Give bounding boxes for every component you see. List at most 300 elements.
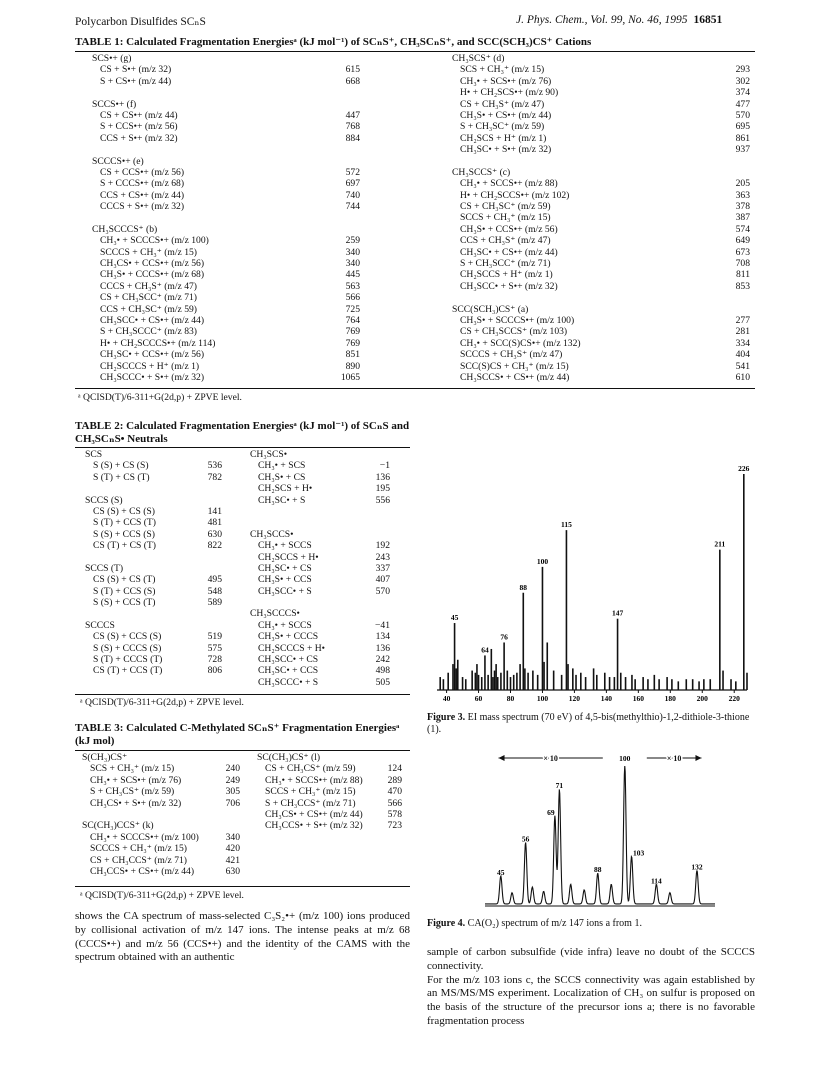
- ion-heading: SCCS (S): [85, 494, 123, 506]
- fragment-channel: CS (S) + CCS (S): [93, 631, 162, 643]
- running-head-left: Polycarbon Disulfides SCₙS: [75, 16, 206, 28]
- fragment-channel: CH₂SCCCS + H⁺ (m/z 1): [100, 360, 200, 372]
- table-row: [452, 361, 752, 372]
- energy-value: 536: [207, 460, 222, 472]
- table-row: [452, 304, 752, 315]
- table-row: [452, 269, 752, 280]
- ion-heading: CH₃SCCS⁺ (c): [452, 166, 511, 178]
- table-row: [82, 855, 242, 866]
- energy-value: 822: [207, 540, 222, 552]
- energy-value: 740: [345, 189, 360, 201]
- fragment-channel: CH₃S• + CS•+ (m/z 44): [460, 109, 552, 121]
- table-row: [452, 64, 752, 75]
- ion-heading: SCS: [85, 449, 103, 460]
- table-row: [250, 654, 395, 665]
- ion-heading: S(CH₃)CS⁺: [82, 752, 128, 763]
- energy-value: 363: [735, 189, 750, 201]
- table-row: [452, 258, 752, 269]
- table-row: [250, 586, 395, 597]
- fragment-channel: CH₃SC• + S: [258, 494, 306, 506]
- energy-value: 548: [207, 585, 222, 597]
- table3-caption: TABLE 3: Calculated C-Methylated SCₙS⁺ Fragmentation Energiesᵃ (kJ mol): [75, 722, 400, 747]
- energy-value: 420: [225, 843, 240, 855]
- table-row: [92, 87, 392, 98]
- table-row: [452, 292, 752, 303]
- peak-label: 71: [555, 781, 564, 791]
- arrow-head-right: [695, 755, 701, 761]
- energy-value: 811: [735, 269, 750, 281]
- energy-value: 243: [375, 551, 390, 563]
- energy-value: 421: [225, 854, 240, 866]
- fragment-channel: SCCCS + CH₃⁺ (m/z 15): [90, 843, 187, 855]
- table-row: [250, 495, 395, 506]
- energy-value: 259: [345, 235, 360, 247]
- figure4-caption: [427, 918, 757, 930]
- fragment-channel: CH₃S• + CCS•+ (m/z 56): [460, 223, 558, 235]
- table-row: [92, 372, 392, 383]
- energy-value: 725: [345, 303, 360, 315]
- table-row: [452, 121, 752, 132]
- table-row: [452, 190, 752, 201]
- ca-spectrum-trace: [485, 766, 715, 904]
- ion-heading: SCC(SCH₃)CS⁺ (a): [452, 303, 529, 315]
- energy-value: 1065: [340, 371, 360, 383]
- energy-value: 630: [225, 865, 240, 877]
- fragment-channel: CH₃• + SCCCS•+ (m/z 100): [100, 235, 209, 247]
- figure4-caption-label: Figure 4.: [427, 918, 466, 929]
- peak-label: 211: [714, 539, 726, 549]
- energy-value: 706: [225, 797, 240, 809]
- ion-heading: CH₃SCS•: [250, 449, 288, 460]
- table-row: [92, 190, 392, 201]
- energy-value: 302: [735, 75, 750, 87]
- ion-heading: CH₃SCCS•: [250, 528, 294, 540]
- table-row: [85, 586, 235, 597]
- fragment-channel: CCS + CS•+ (m/z 44): [100, 189, 185, 201]
- table-row: [92, 178, 392, 189]
- energy-value: 570: [375, 585, 390, 597]
- fragment-channel: S + CCS•+ (m/z 56): [100, 121, 178, 133]
- fragment-channel: CH₂SCCS + H⁺ (m/z 1): [460, 269, 553, 281]
- fragment-channel: CH₃S• + CCCS: [258, 631, 319, 643]
- table-row: [85, 654, 235, 665]
- table-row: [250, 540, 395, 551]
- fragment-channel: CH₃S• + CCS: [258, 574, 312, 586]
- table1-caption: TABLE 1: Calculated Fragmentation Energiesᵃ (kJ mol⁻¹) of SCₙS⁺, CH₃SCₙS⁺, and SCC(SCH₃)CS⁺ Cations: [75, 36, 592, 48]
- fragment-channel: CH₃• + SCCS•+ (m/z 88): [460, 178, 558, 190]
- energy-value: 505: [375, 676, 390, 688]
- fragment-channel: CH₃• + SCCS•+ (m/z 88): [265, 774, 363, 786]
- table-row: [452, 224, 752, 235]
- table-row: [92, 247, 392, 258]
- x-tick-label: 180: [664, 694, 676, 703]
- fragment-channel: CH₃• + SCCCS•+ (m/z 100): [90, 831, 199, 843]
- fragment-channel: CH₃S• + CCCS•+ (m/z 68): [100, 269, 205, 281]
- fragment-channel: S + CH₃CS⁺ (m/z 59): [90, 786, 175, 798]
- figure3-caption-text: EI mass spectrum (70 eV) of 4,5-bis(methylthio)-1,2-dithiole-3-thione (1).: [427, 712, 750, 735]
- table-row: [92, 53, 392, 64]
- table-row: [92, 64, 392, 75]
- table2-footnote: ᵃ QCISD(T)/6-311+G(2d,p) + ZPVE level.: [80, 697, 244, 708]
- table-row: [250, 631, 395, 642]
- energy-value: 337: [375, 562, 390, 574]
- energy-value: 470: [387, 786, 402, 798]
- fragment-channel: CS (T) + CS (T): [93, 540, 156, 552]
- table-row: [92, 269, 392, 280]
- fragment-channel: CH₃CS• + CCS•+ (m/z 56): [100, 258, 205, 270]
- fragment-channel: S + CS•+ (m/z 44): [100, 75, 172, 87]
- x-tick-label: 60: [474, 694, 483, 703]
- table-row: [82, 832, 242, 843]
- fragment-channel: CH₃• + SCCS: [258, 540, 312, 552]
- table-row: [92, 304, 392, 315]
- fragment-channel: CH₃CCS• + CS•+ (m/z 44): [90, 865, 195, 877]
- table-row: [452, 212, 752, 223]
- table-row: [257, 775, 407, 786]
- table-row: [250, 529, 395, 540]
- energy-value: 668: [345, 75, 360, 87]
- energy-value: 195: [375, 483, 390, 495]
- fragment-channel: CH₂SCS + H•: [258, 483, 313, 495]
- energy-value: 134: [375, 631, 390, 643]
- table3-footnote: ᵃ QCISD(T)/6-311+G(2d,p) + ZPVE level.: [80, 890, 244, 901]
- fragment-channel: CS + CS•+ (m/z 44): [100, 109, 178, 121]
- fragment-channel: CS (S) + CS (T): [93, 574, 156, 586]
- fragment-channel: CS + CCS•+ (m/z 56): [100, 166, 185, 178]
- table-row: [452, 372, 752, 383]
- energy-value: 495: [207, 574, 222, 586]
- table-row: [82, 763, 242, 774]
- table-row: [85, 449, 235, 460]
- table-row: [92, 121, 392, 132]
- energy-value: 541: [735, 360, 750, 372]
- journal-citation: J. Phys. Chem., Vol. 99, No. 46, 1995: [516, 14, 688, 26]
- energy-value: 563: [345, 280, 360, 292]
- table-row: [85, 529, 235, 540]
- energy-value: 249: [225, 774, 240, 786]
- table-row: [250, 665, 395, 676]
- table-row: [452, 99, 752, 110]
- energy-value: 695: [735, 121, 750, 133]
- energy-value: −1: [379, 460, 390, 472]
- ion-heading: SC(CH₃)CS⁺ (l): [257, 752, 321, 763]
- energy-value: 723: [387, 820, 402, 832]
- energy-value: 768: [345, 121, 360, 133]
- table-row: [250, 506, 395, 517]
- table-row: [85, 643, 235, 654]
- table-row: [452, 167, 752, 178]
- table1-footnote: ᵃ QCISD(T)/6-311+G(2d,p) + ZPVE level.: [78, 392, 242, 403]
- table-row: [452, 156, 752, 167]
- table-row: [92, 110, 392, 121]
- energy-value: 697: [345, 178, 360, 190]
- peak-label: 45: [497, 868, 505, 877]
- figure3-caption-label: Figure 3.: [427, 712, 466, 723]
- x-tick-label: 220: [728, 694, 740, 703]
- fragment-channel: CH₃SC• + S•+ (m/z 32): [460, 144, 552, 156]
- fragment-channel: S (S) + CCS (S): [93, 528, 155, 540]
- energy-value: 649: [735, 235, 750, 247]
- table-row: [92, 235, 392, 246]
- fragment-channel: S + CCCS•+ (m/z 68): [100, 178, 185, 190]
- fragment-channel: CH₃SCCS• + CS•+ (m/z 44): [460, 371, 570, 383]
- energy-value: 570: [735, 109, 750, 121]
- peak-label: 226: [738, 464, 750, 473]
- peak-label: 69: [547, 807, 555, 817]
- fragment-channel: CH₃• + SCS: [258, 460, 306, 472]
- energy-value: 387: [735, 212, 750, 224]
- table-row: [92, 156, 392, 167]
- fragment-channel: CH₂SCCCS + H•: [258, 642, 326, 654]
- table-row: [92, 212, 392, 223]
- table-row: [250, 597, 395, 608]
- table-row: [85, 483, 235, 494]
- table-row: [92, 224, 392, 235]
- table-row: [452, 326, 752, 337]
- fragment-channel: CH₃SC• + CCS•+ (m/z 56): [100, 349, 205, 361]
- energy-value: 574: [735, 223, 750, 235]
- energy-value: 340: [225, 831, 240, 843]
- energy-value: 782: [207, 471, 222, 483]
- table-row: [92, 201, 392, 212]
- fragment-channel: SCC(S)CS + CH₃⁺ (m/z 15): [460, 360, 569, 372]
- table-row: [85, 597, 235, 608]
- table-row: [92, 99, 392, 110]
- table-row: [250, 563, 395, 574]
- energy-value: 673: [735, 246, 750, 258]
- fragment-channel: CCS + CH₃S⁺ (m/z 47): [460, 235, 551, 247]
- fragment-channel: S (T) + CCCS (T): [93, 654, 163, 666]
- table3-left-column: [82, 752, 242, 877]
- energy-value: 572: [345, 166, 360, 178]
- fragment-channel: S (T) + CCS (T): [93, 517, 156, 529]
- table-row: [257, 809, 407, 820]
- energy-value: 124: [387, 763, 402, 775]
- fragment-channel: CH₃SCC• + CS•+ (m/z 44): [100, 314, 205, 326]
- table-row: [250, 483, 395, 494]
- energy-value: 340: [345, 246, 360, 258]
- fragment-channel: CH₃SC• + CCS: [258, 665, 319, 677]
- table-row: [85, 552, 235, 563]
- scale-label-right: × 10: [666, 754, 682, 763]
- energy-value: 566: [345, 292, 360, 304]
- table-row: [257, 752, 407, 763]
- energy-value: 890: [345, 360, 360, 372]
- fragment-channel: SCCCS + CH₃S⁺ (m/z 47): [460, 349, 563, 361]
- x-tick-label: 40: [442, 694, 451, 703]
- energy-value: 519: [207, 631, 222, 643]
- fragment-channel: CH₃• + SCS•+ (m/z 76): [460, 75, 552, 87]
- table-row: [92, 349, 392, 360]
- ion-heading: SCCS (T): [85, 562, 124, 574]
- fragment-channel: S (S) + CS (S): [93, 460, 149, 472]
- energy-value: 277: [735, 314, 750, 326]
- fragment-channel: CS (S) + CS (S): [93, 505, 155, 517]
- peak-label: 76: [500, 632, 508, 642]
- table2-left-column: [85, 449, 235, 677]
- table-row: [82, 775, 242, 786]
- table-row: [452, 144, 752, 155]
- fragment-channel: CH₃CCS• + S•+ (m/z 32): [265, 820, 363, 832]
- table-row: [257, 798, 407, 809]
- fragment-channel: CS + CH₃CCS⁺ (m/z 71): [90, 854, 187, 866]
- fragment-channel: H• + CH₂SCCS•+ (m/z 102): [460, 189, 570, 201]
- scale-label-left: × 10: [543, 754, 558, 763]
- energy-value: 136: [375, 642, 390, 654]
- fragment-channel: CCCS + CH₃S⁺ (m/z 47): [100, 280, 197, 292]
- energy-value: 293: [735, 64, 750, 76]
- table-row: [82, 866, 242, 877]
- fragment-channel: S + CH₃SCC⁺ (m/z 71): [460, 258, 551, 270]
- table-row: [452, 247, 752, 258]
- figure3-mass-spectrum: [425, 462, 755, 712]
- table-row: [452, 178, 752, 189]
- table-row: [257, 820, 407, 831]
- table-row: [82, 843, 242, 854]
- energy-value: 477: [735, 98, 750, 110]
- fragment-channel: CS + CH₃CS⁺ (m/z 59): [265, 763, 356, 775]
- energy-value: 498: [375, 665, 390, 677]
- fragment-channel: CS + CH₃SCCS⁺ (m/z 103): [460, 326, 568, 338]
- energy-value: 340: [345, 258, 360, 270]
- energy-value: 610: [735, 371, 750, 383]
- table-row: [250, 449, 395, 460]
- fragment-channel: CH₃CS• + S•+ (m/z 32): [90, 797, 182, 809]
- fragment-channel: CH₃• + SCC(S)CS•+ (m/z 132): [460, 337, 581, 349]
- fragment-channel: CH₂SCCS + H•: [258, 551, 319, 563]
- x-tick-label: 100: [536, 694, 549, 703]
- table-row: [250, 620, 395, 631]
- energy-value: 884: [345, 132, 360, 144]
- table3-bottom-rule: [75, 886, 410, 887]
- fragment-channel: CCCS + S•+ (m/z 32): [100, 201, 185, 213]
- ion-heading: CH₃SCCCS⁺ (b): [92, 223, 158, 235]
- table-row: [452, 281, 752, 292]
- table-row: [452, 76, 752, 87]
- table2-right-column: [250, 449, 395, 688]
- table-row: [452, 338, 752, 349]
- table-row: [85, 574, 235, 585]
- energy-value: 861: [735, 132, 750, 144]
- fragment-channel: CH₃S• + SCCCS•+ (m/z 100): [460, 314, 575, 326]
- energy-value: 728: [207, 654, 222, 666]
- energy-value: 566: [387, 797, 402, 809]
- fragment-channel: H• + CH₂SCCCS•+ (m/z 114): [100, 337, 216, 349]
- fragment-channel: S + CH₃SC⁺ (m/z 59): [460, 121, 545, 133]
- table1-top-rule: [75, 51, 755, 52]
- energy-value: 481: [207, 517, 222, 529]
- table-row: [92, 326, 392, 337]
- fragment-channel: CH₃SCC• + S•+ (m/z 32): [460, 280, 558, 292]
- x-tick-label: 160: [632, 694, 644, 703]
- fragment-channel: CS + CH₃S⁺ (m/z 47): [460, 98, 545, 110]
- energy-value: 305: [225, 786, 240, 798]
- peak-label: 45: [450, 613, 459, 623]
- energy-value: 407: [375, 574, 390, 586]
- energy-value: 630: [207, 528, 222, 540]
- fragment-channel: CS (T) + CCS (T): [93, 665, 163, 677]
- figure3-caption: [427, 712, 757, 736]
- fragment-channel: CCS + S•+ (m/z 32): [100, 132, 178, 144]
- table-row: [82, 786, 242, 797]
- table-row: [452, 87, 752, 98]
- x-tick-label: 200: [696, 694, 708, 703]
- fragment-channel: CH₃• + SCS•+ (m/z 76): [90, 774, 182, 786]
- peak-label: 100: [536, 556, 549, 566]
- fragment-channel: CS + CH₃SC⁺ (m/z 59): [460, 201, 551, 213]
- table1-bottom-rule: [75, 388, 755, 389]
- fragment-channel: SCS + CH₃⁺ (m/z 15): [460, 64, 545, 76]
- table-row: [452, 53, 752, 64]
- fragment-channel: S (T) + CS (T): [93, 471, 150, 483]
- energy-value: 192: [375, 540, 390, 552]
- energy-value: 764: [345, 314, 360, 326]
- table-row: [257, 763, 407, 774]
- energy-value: 240: [225, 763, 240, 775]
- fragment-channel: H• + CH₂SCS•+ (m/z 90): [460, 87, 559, 99]
- peak-label: 88: [519, 582, 528, 592]
- table-row: [92, 315, 392, 326]
- table2-top-rule: [75, 447, 410, 448]
- peak-label: 100: [619, 754, 631, 763]
- ion-heading: CH₃SCS⁺ (d): [452, 53, 505, 64]
- x-tick-label: 120: [568, 694, 581, 703]
- running-head-right: [516, 14, 722, 26]
- table-row: [82, 809, 242, 820]
- energy-value: 575: [207, 642, 222, 654]
- energy-value: 589: [207, 597, 222, 609]
- energy-value: 447: [345, 109, 360, 121]
- ion-heading: SCCCS•+ (e): [92, 155, 144, 167]
- peak-label: 88: [593, 865, 602, 875]
- table-row: [92, 281, 392, 292]
- table-row: [82, 798, 242, 809]
- table-row: [452, 133, 752, 144]
- table-row: [92, 144, 392, 155]
- fragment-channel: SCS + CH₃⁺ (m/z 15): [90, 763, 175, 775]
- fragment-channel: CH₃SCC• + CS: [258, 654, 319, 666]
- energy-value: 806: [207, 665, 222, 677]
- table-row: [85, 631, 235, 642]
- table-row: [85, 540, 235, 551]
- table-row: [452, 315, 752, 326]
- table-row: [250, 472, 395, 483]
- table-row: [85, 495, 235, 506]
- table-row: [82, 820, 242, 831]
- table-row: [452, 201, 752, 212]
- table-row: [85, 460, 235, 471]
- fragment-channel: CH₃SCC• + S: [258, 585, 312, 597]
- figure4-caption-text: CA(O₂) spectrum of m/z 147 ions a from 1.: [467, 918, 642, 929]
- energy-value: 937: [735, 144, 750, 156]
- table2-caption: TABLE 2: Calculated Fragmentation Energiesᵃ (kJ mol⁻¹) of SCₙS and CH₃SCₙS• Neutrals: [75, 420, 410, 445]
- table-row: [250, 574, 395, 585]
- fragment-channel: CS + CH₃SCC⁺ (m/z 71): [100, 292, 197, 304]
- energy-value: 374: [735, 87, 750, 99]
- energy-value: 744: [345, 201, 360, 213]
- fragment-channel: CH₃SC• + CS•+ (m/z 44): [460, 246, 558, 258]
- energy-value: 853: [735, 280, 750, 292]
- table-row: [250, 517, 395, 528]
- table-row: [92, 133, 392, 144]
- table-row: [92, 258, 392, 269]
- peak-label: 56: [521, 834, 530, 844]
- page-number: 16851: [693, 14, 723, 26]
- ion-heading: SC(CH₃)CCS⁺ (k): [82, 820, 154, 832]
- table-row: [250, 552, 395, 563]
- table-row: [250, 677, 395, 688]
- fragment-channel: CS + S•+ (m/z 32): [100, 64, 172, 76]
